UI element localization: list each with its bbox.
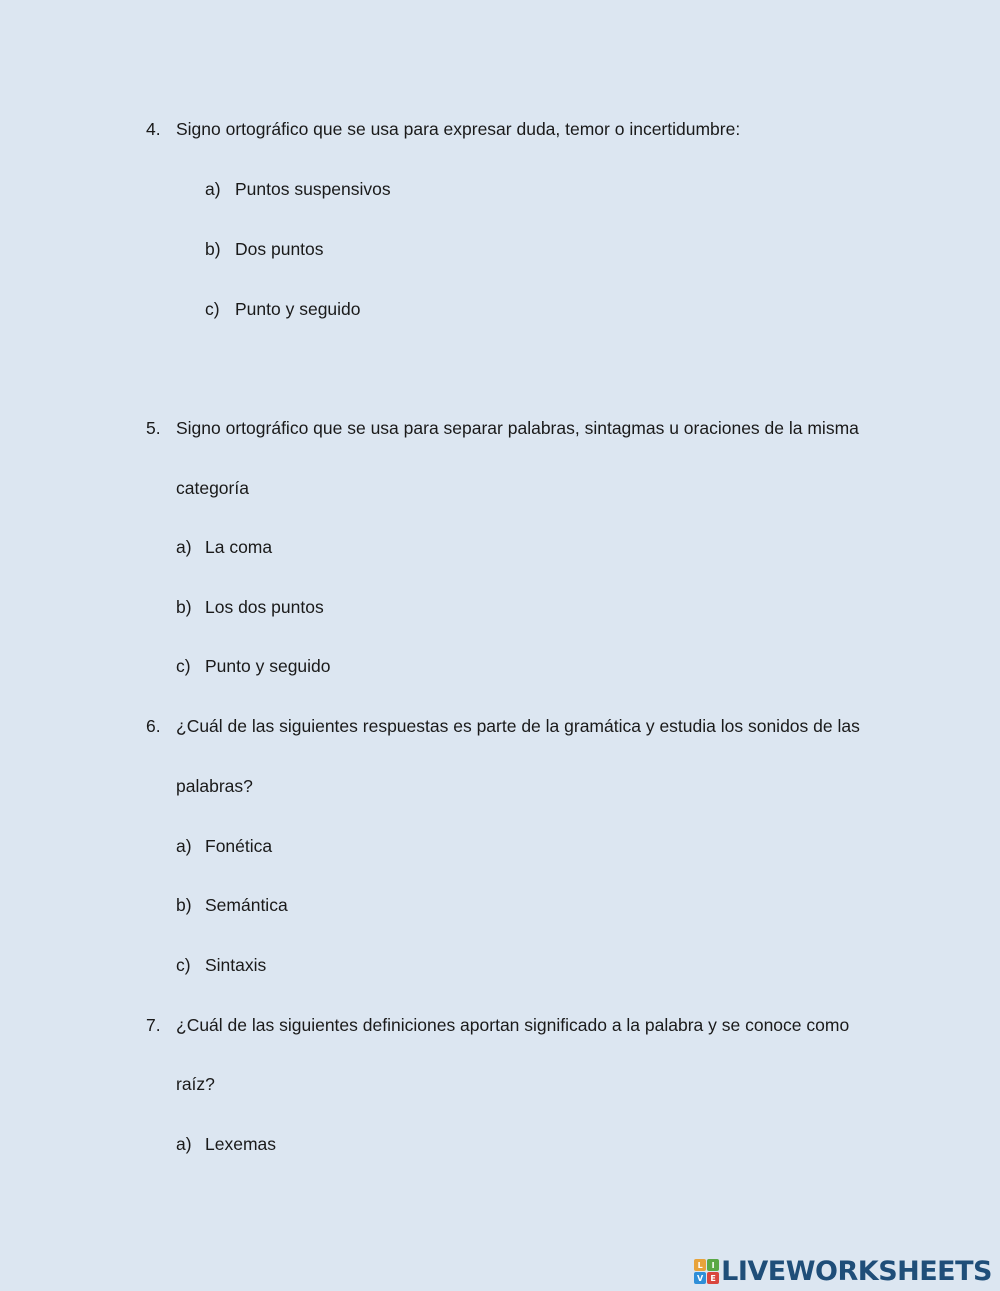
liveworksheets-logo-icon: [694, 1259, 718, 1283]
option-text: Sintaxis: [205, 955, 267, 975]
option-text: Puntos suspensivos: [235, 179, 391, 199]
option-text: Dos puntos: [235, 239, 324, 259]
option-marker: a): [205, 179, 221, 199]
question-text: palabras?: [176, 776, 253, 796]
option-marker: a): [176, 836, 192, 856]
option-marker: c): [176, 955, 191, 975]
logo-tile-i: I: [707, 1259, 719, 1271]
question-number: 5.: [146, 418, 161, 438]
question-text: raíz?: [176, 1074, 215, 1094]
question-text: categoría: [176, 478, 249, 498]
option-text: La coma: [205, 537, 273, 557]
option-text: Semántica: [205, 895, 288, 915]
option-text: Los dos puntos: [205, 597, 324, 617]
question-text: ¿Cuál de las siguientes respuestas es parte de la gramática y estudia los sonidos de las: [176, 716, 860, 736]
option-marker: c): [176, 656, 191, 676]
question-text: Signo ortográfico que se usa para separar palabras, sintagmas u oraciones de la misma: [176, 418, 859, 438]
brand-name: LIVEWORKSHEETS: [721, 1255, 992, 1287]
question-number: 6.: [146, 716, 161, 736]
option-marker: c): [205, 299, 220, 319]
option-marker: b): [176, 597, 192, 617]
option-text: Punto y seguido: [205, 656, 331, 676]
option-marker: b): [205, 239, 221, 259]
option-marker: b): [176, 895, 192, 915]
option-text: Punto y seguido: [235, 299, 361, 319]
option-text: Fonética: [205, 836, 273, 856]
liveworksheets-logo: [694, 1257, 992, 1285]
question-number: 7.: [146, 1015, 161, 1035]
option-marker: a): [176, 1134, 192, 1154]
option-text: Lexemas: [205, 1134, 277, 1154]
question-number: 4.: [146, 119, 161, 139]
logo-tile-v: V: [694, 1272, 706, 1284]
logo-tile-e: E: [707, 1272, 719, 1284]
question-text: Signo ortográfico que se usa para expresar duda, temor o incertidumbre:: [176, 119, 741, 139]
option-marker: a): [176, 537, 192, 557]
logo-tile-l: L: [694, 1259, 706, 1271]
question-text: ¿Cuál de las siguientes definiciones aportan significado a la palabra y se conoce como: [176, 1015, 850, 1035]
